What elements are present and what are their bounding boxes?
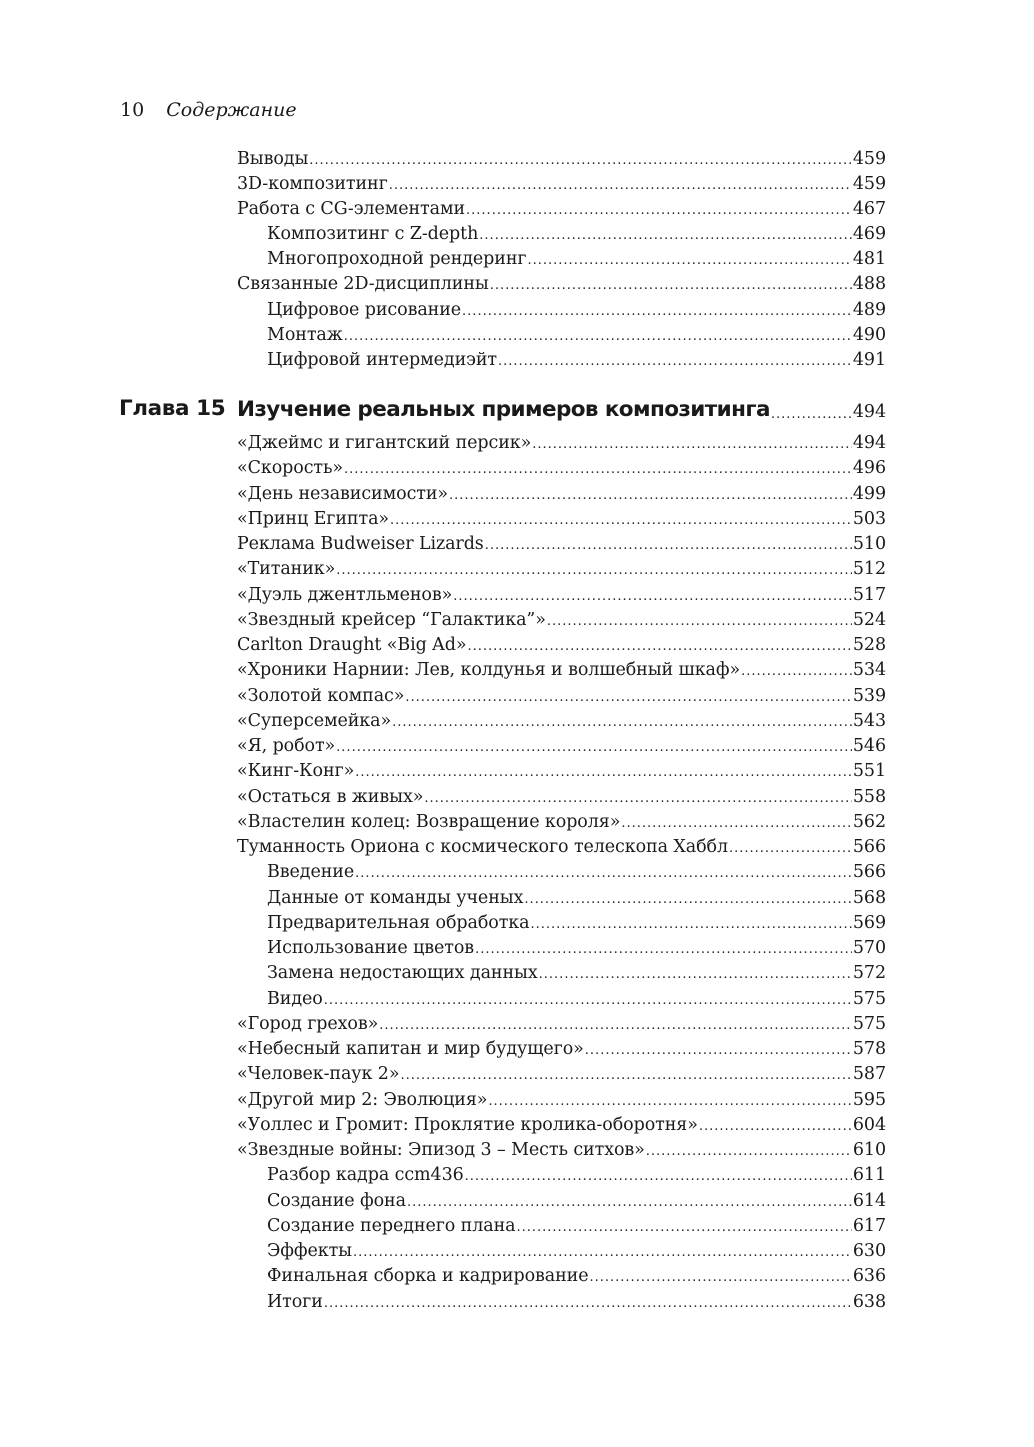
toc-entry[interactable] <box>0 1009 1034 1035</box>
toc-entry-title: Разбор кадра ccm436 <box>267 1165 464 1186</box>
toc-entry[interactable] <box>0 832 1034 858</box>
dot-leader <box>490 277 852 295</box>
toc-subentry[interactable] <box>0 295 1034 321</box>
toc-entry[interactable] <box>0 194 1034 220</box>
toc-entry-page: 459 <box>852 174 886 194</box>
toc-entry-title: Carlton Draught «Big Ad» <box>237 635 467 655</box>
dot-leader <box>485 537 852 555</box>
toc-subentry[interactable] <box>0 320 1034 346</box>
dot-leader <box>336 739 852 757</box>
dot-leader <box>516 1219 851 1237</box>
toc-subentry[interactable] <box>0 244 1034 270</box>
toc-entry-title: «Звездный крейсер “Галактика”» <box>237 609 546 630</box>
toc-entry-title: «Джеймс и гигантский персик» <box>237 433 532 453</box>
toc-entry[interactable] <box>0 605 1034 631</box>
toc-entry-page: 488 <box>852 274 886 294</box>
toc-entry-page: 569 <box>852 912 886 933</box>
toc-entry-title: Связанные 2D-дисциплины <box>237 274 489 294</box>
toc-entry-title: «День независимости» <box>237 483 449 504</box>
dot-leader <box>344 461 852 479</box>
dot-leader <box>309 152 852 170</box>
dot-leader <box>467 638 851 656</box>
toc-entry-title: «Золотой компас» <box>237 685 405 706</box>
toc-entry-page: 566 <box>852 862 886 883</box>
toc-entry[interactable] <box>0 1034 1034 1060</box>
toc-entry-title: «Властелин колец: Возвращение короля» <box>237 811 621 832</box>
toc-subentry[interactable] <box>0 1236 1034 1262</box>
toc-entry-title: Композитинг с Z-depth <box>267 224 479 244</box>
toc-entry-page: 491 <box>852 350 886 370</box>
dot-leader <box>524 891 852 909</box>
toc-entry-title: 3D-композитинг <box>237 174 388 194</box>
toc-entry-page: 481 <box>852 249 886 269</box>
dot-leader <box>488 1093 851 1111</box>
toc-entry-title: «Хроники Нарнии: Лев, колдунья и волшебный шкаф» <box>237 660 741 681</box>
toc-entry[interactable] <box>0 428 1034 454</box>
toc-entry-title: Видео <box>267 988 323 1009</box>
toc-entry-page: 490 <box>852 325 886 345</box>
dot-leader <box>390 512 852 530</box>
toc-entry-title: «Кинг-Конг» <box>237 761 355 782</box>
toc-entry-page: 614 <box>852 1190 886 1211</box>
dot-leader <box>336 562 852 580</box>
toc-entry-title: «Титаник» <box>237 559 336 580</box>
dot-leader <box>353 1244 852 1262</box>
toc-entry-page: 467 <box>852 199 886 219</box>
chapter-page: 494 <box>852 402 886 422</box>
toc-entry-title: Выводы <box>237 149 309 169</box>
dot-leader <box>498 353 852 371</box>
toc-entry-page: 528 <box>852 635 886 655</box>
chapter-title: Изучение реальных примеров композитинга <box>237 397 770 422</box>
toc-entry-title: Создание переднего плана <box>267 1215 516 1236</box>
toc-entry[interactable] <box>0 731 1034 757</box>
dot-leader <box>585 1042 852 1060</box>
toc-entry-page: 595 <box>852 1089 886 1110</box>
toc-entry-page: 524 <box>852 609 886 630</box>
dot-leader <box>424 790 852 808</box>
toc-subentry[interactable] <box>0 1160 1034 1186</box>
toc-subentry[interactable] <box>0 883 1034 909</box>
dot-leader <box>532 436 852 454</box>
dot-leader <box>400 1067 851 1085</box>
toc-subentry[interactable] <box>0 958 1034 984</box>
toc-entry[interactable] <box>0 169 1034 195</box>
toc-entry-page: 572 <box>852 963 886 984</box>
toc-entry-title: Работа с CG-элементами <box>237 199 466 219</box>
toc-entry-page: 489 <box>852 300 886 320</box>
toc-entry[interactable] <box>0 580 1034 606</box>
dot-leader <box>405 689 852 707</box>
toc-entry-page: 562 <box>852 811 886 832</box>
toc-entry-page: 610 <box>852 1140 886 1160</box>
toc-entry-title: Туманность Ориона с космического телескопа Хаббл <box>237 837 728 857</box>
dot-leader <box>621 815 852 833</box>
toc-entry-title: «Город грехов» <box>237 1013 379 1034</box>
toc-entry[interactable] <box>0 1085 1034 1111</box>
dot-leader <box>530 916 851 934</box>
toc-subentry[interactable] <box>0 1186 1034 1212</box>
toc-entry[interactable] <box>0 756 1034 782</box>
toc-entry-page: 575 <box>852 988 886 1009</box>
toc-entry-page: 539 <box>852 685 886 706</box>
toc-entry-title: Предварительная обработка <box>267 912 530 933</box>
toc-entry-page: 568 <box>852 887 886 908</box>
toc-entry-page: 534 <box>852 660 886 681</box>
toc-entry[interactable] <box>0 681 1034 707</box>
toc-entry[interactable] <box>0 807 1034 833</box>
dot-leader <box>590 1269 852 1287</box>
running-header <box>120 97 297 123</box>
toc-entry-title: «Принц Египта» <box>237 508 390 529</box>
toc-entry-page: 494 <box>852 433 886 453</box>
toc-entry-page: 459 <box>852 149 886 169</box>
toc-entry-title: Эффекты <box>267 1241 352 1261</box>
toc-entry-page: 512 <box>852 559 886 580</box>
dot-leader <box>392 714 852 732</box>
chapter-heading[interactable] <box>0 392 1034 424</box>
toc-entry-title: Замена недостающих данных <box>267 963 538 984</box>
dot-leader <box>475 941 852 959</box>
dot-leader <box>699 1118 852 1136</box>
toc-entry-page: 551 <box>852 761 886 782</box>
toc-entry-title: Итоги <box>267 1291 323 1312</box>
toc-entry[interactable] <box>0 144 1034 170</box>
toc-entry-page: 578 <box>852 1039 886 1059</box>
toc-entry-page: 611 <box>852 1165 886 1186</box>
toc-entry-page: 604 <box>852 1114 886 1135</box>
toc-entry[interactable] <box>0 269 1034 295</box>
toc-entry-title: «Дуэль джентльменов» <box>237 584 453 605</box>
toc-entry-title: Многопроходной рендеринг <box>267 249 527 269</box>
toc-entry-page: 503 <box>852 508 886 529</box>
toc-subentry[interactable] <box>0 908 1034 934</box>
toc-entry-title: Цифровой интермедиэйт <box>267 350 497 370</box>
toc-entry[interactable] <box>0 1059 1034 1085</box>
toc-entry-title: Использование цветов <box>267 938 475 958</box>
toc-entry[interactable] <box>0 1110 1034 1136</box>
dot-leader <box>547 613 852 631</box>
toc-subentry[interactable] <box>0 1287 1034 1313</box>
toc-entry-page: 546 <box>852 736 886 756</box>
toc-entry[interactable] <box>0 504 1034 530</box>
toc-subentry[interactable] <box>0 1261 1034 1287</box>
dot-leader <box>453 588 852 606</box>
toc-entry-page: 510 <box>852 534 886 554</box>
toc-entry-title: Создание фона <box>267 1190 406 1211</box>
toc-entry-title: «Звездные войны: Эпизод 3 – Месть ситхов» <box>237 1140 645 1160</box>
toc-entry-title: «Другой мир 2: Эволюция» <box>237 1089 488 1110</box>
dot-leader <box>528 252 852 270</box>
dot-leader <box>539 966 852 984</box>
toc-entry-page: 617 <box>852 1215 886 1236</box>
toc-entry-page: 630 <box>852 1241 886 1261</box>
toc-entry[interactable] <box>0 453 1034 479</box>
dot-leader <box>729 840 852 858</box>
toc-subentry[interactable] <box>0 984 1034 1010</box>
dot-leader <box>771 406 852 424</box>
toc-entry-page: 566 <box>852 837 886 857</box>
toc-entry-title: «Человек-паук 2» <box>237 1064 400 1085</box>
toc-entry[interactable] <box>0 554 1034 580</box>
dot-leader <box>646 1143 852 1161</box>
toc-entry-title: «Я, робот» <box>237 736 336 756</box>
toc-entry-title: «Остаться в живых» <box>237 786 424 807</box>
dot-leader <box>479 227 852 245</box>
toc-entry-title: Введение <box>267 862 355 883</box>
dot-leader <box>379 1017 852 1035</box>
toc-entry-title: Данные от команды ученых <box>267 887 524 908</box>
toc-entry-title: «Небесный капитан и мир будущего» <box>237 1039 584 1059</box>
toc-entry-title: «Уоллес и Громит: Проклятие кролика-оборотня» <box>237 1114 698 1135</box>
toc-entry-page: 469 <box>852 224 886 244</box>
dot-leader <box>449 487 852 505</box>
toc-entry-title: Реклама Budweiser Lizards <box>237 534 484 554</box>
dot-leader <box>462 303 852 321</box>
dot-leader <box>389 177 852 195</box>
toc-entry-page: 496 <box>852 458 886 479</box>
toc-entry-page: 570 <box>852 938 886 958</box>
toc-subentry[interactable] <box>0 933 1034 959</box>
toc-subentry[interactable] <box>0 1211 1034 1237</box>
dot-leader <box>324 992 852 1010</box>
toc-entry[interactable] <box>0 782 1034 808</box>
toc-entry[interactable] <box>0 479 1034 505</box>
toc-entry-page: 517 <box>852 584 886 605</box>
page-number: 10 <box>120 99 145 121</box>
toc-entry-page: 558 <box>852 786 886 807</box>
toc-subentry[interactable] <box>0 857 1034 883</box>
toc-entry[interactable] <box>0 655 1034 681</box>
toc-entry-page: 543 <box>852 710 886 731</box>
dot-leader <box>407 1194 852 1212</box>
dot-leader <box>324 1295 852 1313</box>
dot-leader <box>355 764 852 782</box>
dot-leader <box>466 202 852 220</box>
toc-entry[interactable] <box>0 529 1034 555</box>
toc-entry-page: 575 <box>852 1013 886 1034</box>
toc-entry[interactable] <box>0 1135 1034 1161</box>
dot-leader <box>465 1168 852 1186</box>
toc-entry-page: 499 <box>852 483 886 504</box>
toc-entry-title: «Суперсемейка» <box>237 710 392 731</box>
toc-entry[interactable] <box>0 706 1034 732</box>
dot-leader <box>344 328 852 346</box>
toc-entry-title: «Скорость» <box>237 458 344 479</box>
toc-entry-page: 587 <box>852 1064 886 1085</box>
toc-entry[interactable] <box>0 630 1034 656</box>
chapter-label: Глава 15 <box>119 396 226 421</box>
dot-leader <box>355 865 852 883</box>
toc-entry-title: Финальная сборка и кадрирование <box>267 1266 589 1287</box>
toc-entry-page: 638 <box>852 1291 886 1312</box>
dot-leader <box>741 663 852 681</box>
toc-entry-page: 636 <box>852 1266 886 1287</box>
toc-subentry[interactable] <box>0 219 1034 245</box>
toc-entry-title: Цифровое рисование <box>267 300 462 320</box>
toc-entry-title: Монтаж <box>267 325 343 345</box>
running-header-title: Содержание <box>166 99 297 121</box>
toc-subentry[interactable] <box>0 345 1034 371</box>
